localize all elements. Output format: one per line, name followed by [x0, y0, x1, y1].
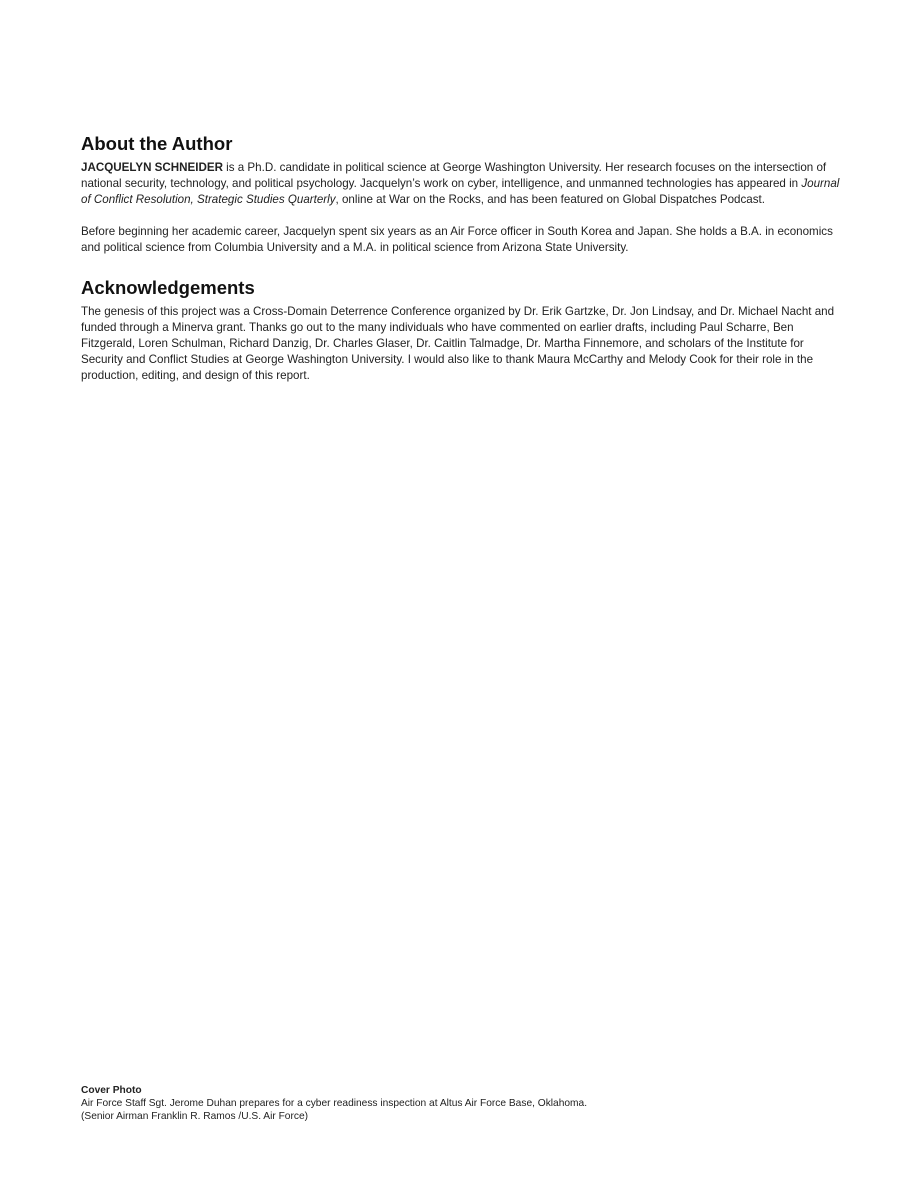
author-name: JACQUELYN SCHNEIDER — [81, 161, 223, 174]
about-text-a: is a Ph.D. candidate in political science at George Washington University. Her research focuses on the intersection of national security, technology, and political psychology. Jacquelyn’s work on cyber, intelligence, and unmanned technologies has appeared in — [81, 161, 827, 190]
about-author-paragraph-1 — [81, 160, 841, 208]
about-author-heading: About the Author — [81, 133, 233, 154]
acknowledgements-section — [81, 276, 841, 384]
cover-photo-title: Cover Photo — [81, 1085, 142, 1096]
about-author-section — [81, 132, 841, 256]
about-text-b: , online at War on the Rocks, and has been featured on Global Dispatches Podcast. — [335, 193, 765, 206]
cover-photo-credit-line: (Senior Airman Franklin R. Ramos /U.S. Air Force) — [81, 1111, 309, 1122]
acknowledgements-paragraph: The genesis of this project was a Cross-Domain Deterrence Conference organized by Dr. Erik Gartzke, Dr. Jon Lindsay, and Dr. Michael Nacht and funded through a Minerva grant. Thanks go out to the many individuals who have commented on earlier drafts, including Paul Scharre, Ben Fitzgerald, Loren Schulman, Richard Danzig, Dr. Charles Glaser, Dr. Caitlin Talmadge, Dr. Martha Finnemore, and scholars of the Institute for Security and Conflict Studies at George Washington University. I would also like to thank Maura McCarthy and Melody Cook for their role in the production, editing, and design of this report. — [81, 305, 835, 382]
about-author-paragraph-2: Before beginning her academic career, Jacquelyn spent six years as an Air Force officer in South Korea and Japan. She holds a B.A. in economics and political science from Columbia University and a M.A. in political science from Arizona State University. — [81, 225, 833, 254]
publication-names: Journal of Conflict Resolution, Strategic Studies Quarterly — [81, 177, 840, 206]
cover-photo-credit — [81, 1084, 841, 1123]
cover-photo-caption: Air Force Staff Sgt. Jerome Duhan prepares for a cyber readiness inspection at Altus Air Force Base, Oklahoma. — [81, 1098, 588, 1109]
acknowledgements-heading: Acknowledgements — [81, 277, 255, 298]
page-content — [81, 132, 841, 384]
